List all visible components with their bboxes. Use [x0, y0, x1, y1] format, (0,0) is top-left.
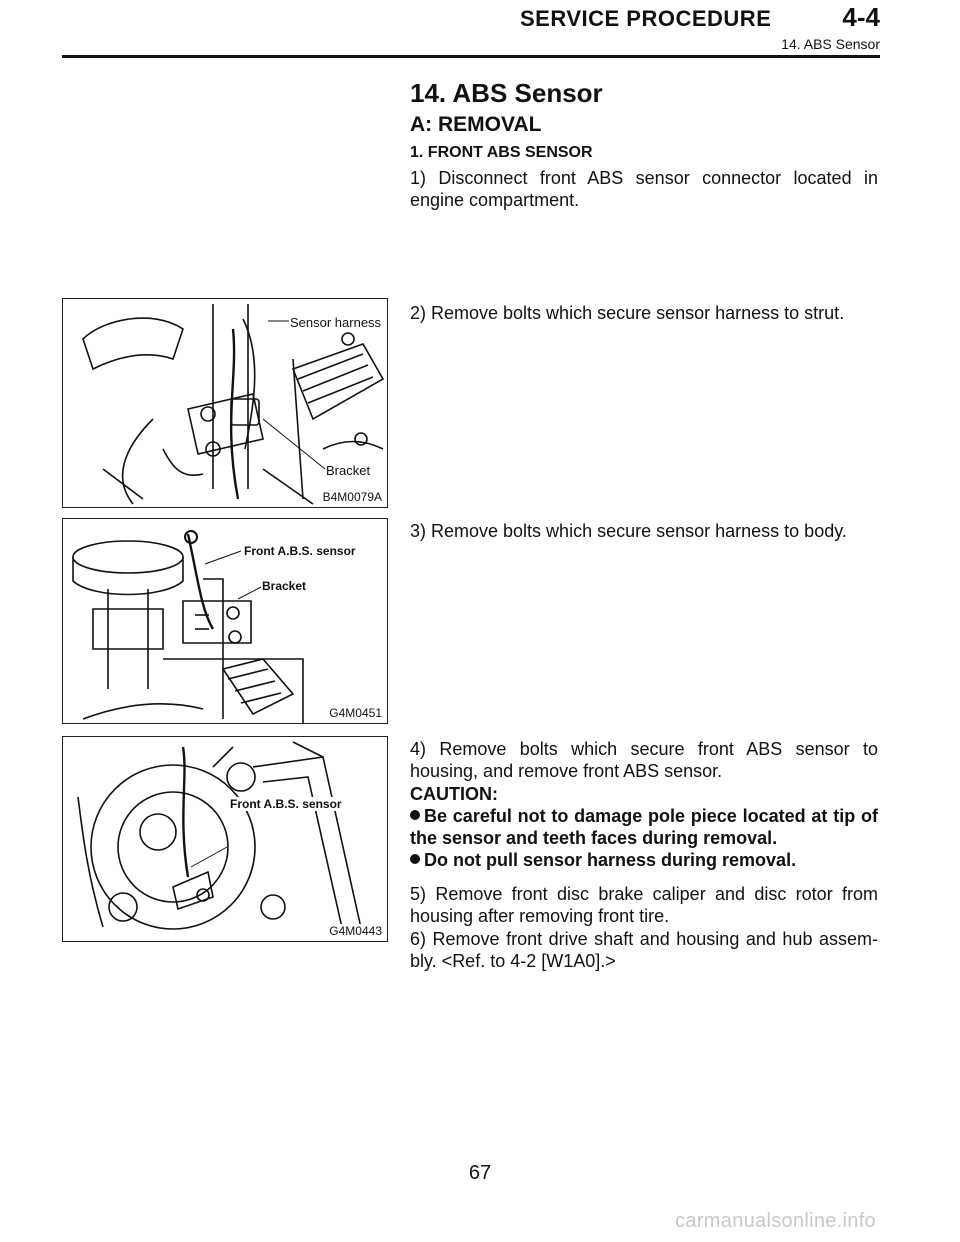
caution-item: Be careful not to damage pole piece located at tip of the sensor and teeth faces during removal.	[410, 806, 878, 848]
bullet-icon	[410, 854, 420, 864]
figure-code: G4M0451	[329, 706, 382, 720]
header-rule	[62, 55, 880, 58]
section-number: 4-4	[842, 2, 880, 32]
page-number: 67	[468, 1162, 492, 1184]
watermark: carmanualsonline.info	[675, 1210, 876, 1232]
section-title: 14. ABS Sensor	[410, 78, 603, 108]
housing-illustration	[63, 737, 387, 941]
subsection-title: A: REMOVAL	[410, 113, 542, 136]
label-bracket: Bracket	[262, 579, 307, 593]
label-front-abs-sensor: Front A.B.S. sensor	[244, 544, 356, 558]
bullet-icon	[410, 810, 420, 820]
figure-strut-harness	[62, 298, 388, 508]
caution-block	[410, 783, 878, 871]
caution-label: CAUTION:	[410, 784, 498, 804]
header-title: SERVICE PROCEDURE	[520, 6, 772, 31]
figure-code: G4M0443	[329, 924, 382, 938]
step-3: 3) Remove bolts which secure sensor harness to body.	[410, 521, 847, 541]
caution-item: Do not pull sensor harness during removal.	[410, 849, 878, 871]
figure-body-harness	[62, 518, 388, 724]
step-1: 1) Disconnect front ABS sensor connector located in engine compartment.	[410, 168, 878, 210]
step-4: 4) Remove bolts which secure front ABS sensor to housing, and remove front ABS sensor.	[410, 739, 878, 781]
label-sensor-harness: Sensor harness	[290, 315, 382, 330]
step-6: 6) Remove front drive shaft and housing and hub assem-bly. <Ref. to 4-2 [W1A0].>	[410, 929, 878, 971]
label-front-abs-sensor: Front A.B.S. sensor	[230, 797, 342, 811]
step-2: 2) Remove bolts which secure sensor harness to strut.	[410, 303, 845, 323]
part-title: 1. FRONT ABS SENSOR	[410, 144, 593, 161]
header-subtitle: 14. ABS Sensor	[781, 36, 880, 52]
step-5: 5) Remove front disc brake caliper and disc rotor from housing after removing front tire.	[410, 884, 878, 926]
figure-code: B4M0079A	[322, 490, 382, 504]
label-bracket: Bracket	[326, 463, 371, 478]
figure-housing-sensor	[62, 736, 388, 942]
